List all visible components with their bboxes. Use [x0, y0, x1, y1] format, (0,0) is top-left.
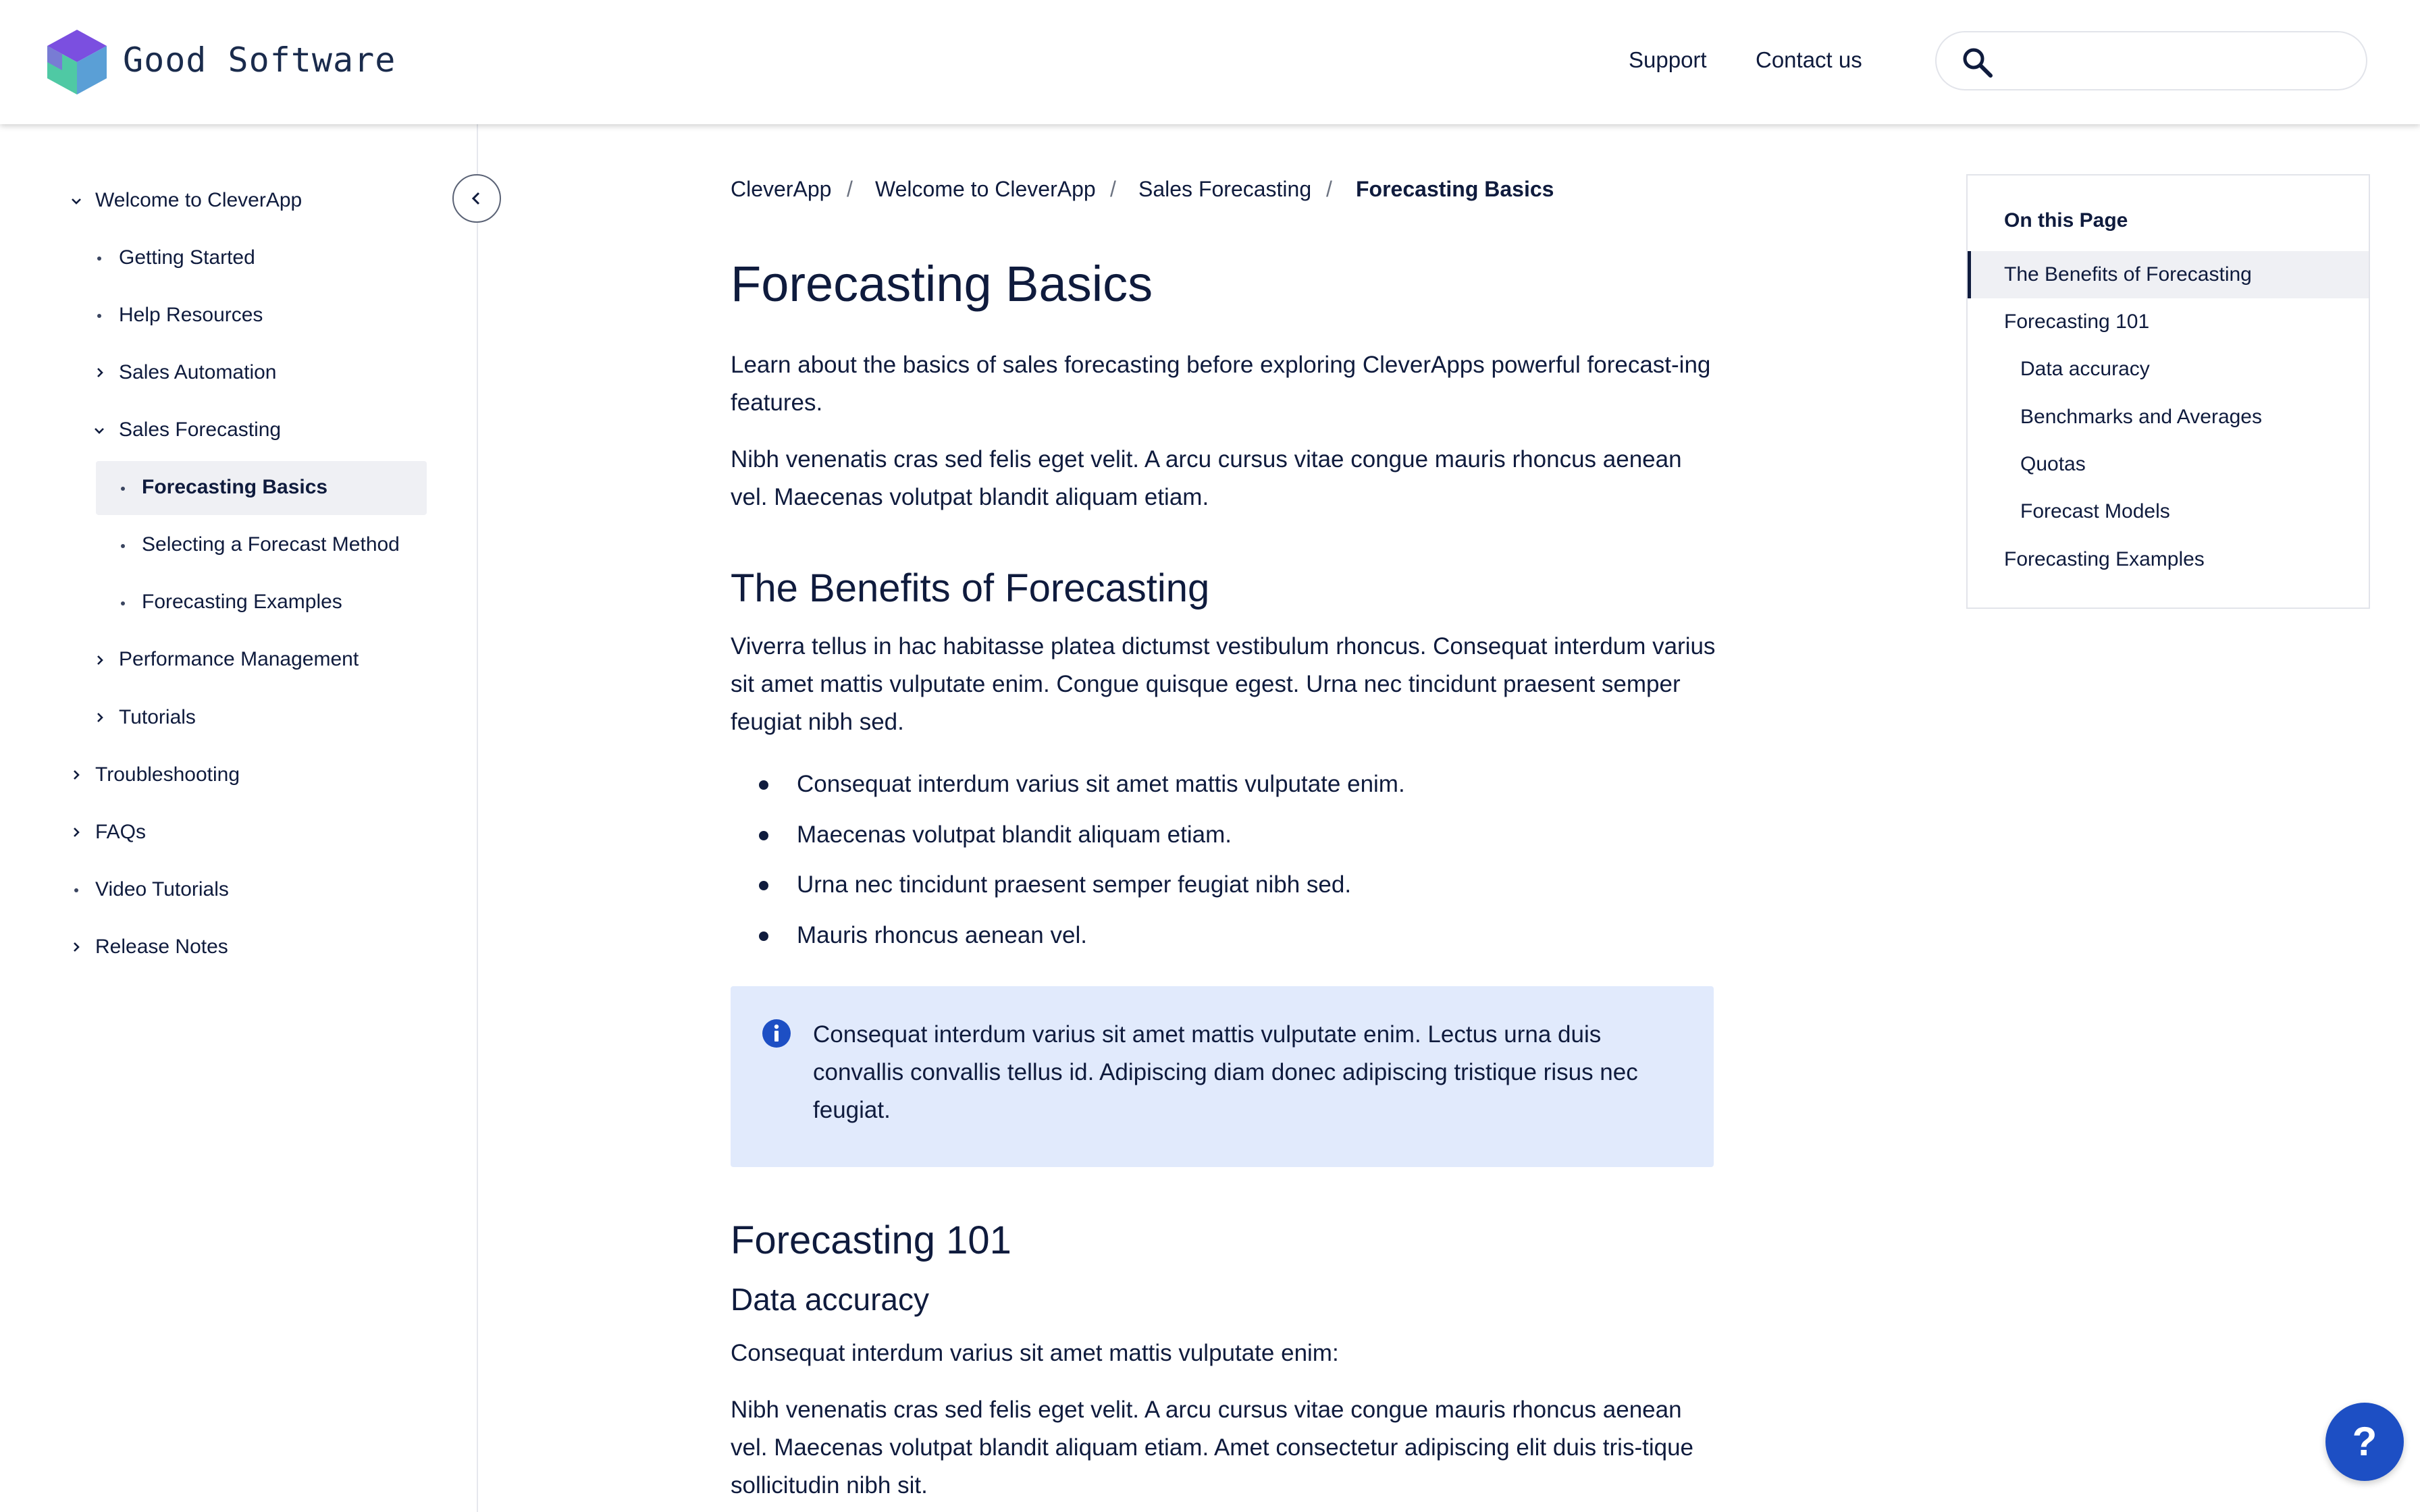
breadcrumb-separator: / — [1110, 177, 1116, 201]
breadcrumb-separator: / — [1326, 177, 1332, 201]
sidebar-item-performance-management[interactable]: Performance Management — [119, 648, 359, 670]
list-bullet — [759, 780, 768, 790]
list-item: Urna nec tincidunt praesent semper feugiat nibh sed. — [797, 871, 1352, 898]
bullet-icon — [121, 544, 125, 548]
info-callout — [731, 986, 1714, 1167]
list-bullet — [759, 881, 768, 890]
bullet-icon — [74, 888, 78, 892]
breadcrumb-separator: / — [847, 177, 853, 201]
top-header — [0, 0, 2420, 124]
sidebar-item-selecting-forecast-method[interactable]: Selecting a Forecast Method — [142, 533, 400, 556]
sidebar-item-sales-automation[interactable]: Sales Automation — [119, 361, 277, 383]
chevron-right-icon[interactable] — [69, 825, 84, 840]
section-heading-benefits: The Benefits of Forecasting — [731, 566, 1210, 610]
logo-icon[interactable] — [47, 30, 107, 94]
accuracy-paragraph-2: Nibh venenatis cras sed felis eget velit. A arcu cursus vitae congue mauris rhoncus aenean vel. Maecenas volutpat blandit aliquam etiam. Amet consectetur adipiscing elit duis tris-tique sollicitudin nibh sit. — [731, 1397, 1694, 1498]
sidebar-item-forecasting-basics[interactable]: Forecasting Basics — [142, 476, 328, 498]
sidebar-item-troubleshooting[interactable]: Troubleshooting — [95, 763, 240, 786]
page-title: Forecasting Basics — [731, 256, 1153, 312]
list-item: Consequat interdum varius sit amet mattis vulputate enim. — [797, 771, 1405, 797]
chevron-right-icon[interactable] — [93, 710, 107, 725]
info-icon — [762, 1019, 791, 1048]
sidebar-item-help-resources[interactable]: Help Resources — [119, 304, 263, 326]
sidebar-item-faqs[interactable]: FAQs — [95, 821, 147, 843]
section-heading-forecasting-101: Forecasting 101 — [731, 1218, 1011, 1262]
contact-us-link[interactable]: Contact us — [1756, 47, 1862, 72]
bullet-icon — [121, 601, 125, 605]
breadcrumb-current: Forecasting Basics — [1356, 177, 1554, 201]
sidebar-item-release-notes[interactable]: Release Notes — [95, 936, 228, 958]
chevron-left-icon — [468, 190, 485, 207]
body-paragraph: Nibh venenatis cras sed felis eget velit. A arcu cursus vitae congue mauris rhoncus aenean vel. Maecenas volutpat blandit aliquam etiam. — [731, 446, 1682, 510]
on-this-page-toc — [1966, 174, 2370, 609]
list-item: Maecenas volutpat blandit aliquam etiam. — [797, 821, 1232, 848]
chevron-right-icon[interactable] — [93, 653, 107, 668]
sidebar-item-getting-started[interactable]: Getting Started — [119, 246, 255, 269]
toc-item-forecasting-examples[interactable]: Forecasting Examples — [2004, 548, 2205, 570]
toc-item-benefits[interactable]: The Benefits of Forecasting — [2004, 263, 2252, 286]
search-input[interactable] — [1935, 31, 2367, 90]
chevron-down-icon[interactable] — [69, 194, 84, 209]
toc-title: On this Page — [2004, 209, 2128, 232]
list-item: Mauris rhoncus aenean vel. — [797, 922, 1087, 948]
chevron-right-icon[interactable] — [69, 767, 84, 782]
intro-paragraph: Learn about the basics of sales forecasting before exploring CleverApps powerful forecast-ing features. — [731, 352, 1711, 416]
breadcrumb-item[interactable]: Sales Forecasting — [1138, 177, 1312, 201]
chevron-right-icon[interactable] — [93, 365, 107, 380]
chevron-down-icon[interactable] — [92, 423, 107, 438]
list-bullet — [759, 932, 768, 941]
toc-item-forecast-models[interactable]: Forecast Models — [2020, 500, 2170, 522]
toc-item-data-accuracy[interactable]: Data accuracy — [2020, 358, 2150, 380]
list-bullet — [759, 831, 768, 840]
bullet-icon — [97, 314, 101, 318]
collapse-sidebar-button[interactable] — [452, 174, 501, 223]
toc-item-quotas[interactable]: Quotas — [2020, 453, 2086, 475]
breadcrumb-item[interactable]: Welcome to CleverApp — [875, 177, 1096, 201]
accuracy-paragraph: Consequat interdum varius sit amet mattis vulputate enim: — [731, 1340, 1339, 1366]
chevron-right-icon[interactable] — [69, 940, 84, 954]
sidebar-item-forecasting-examples[interactable]: Forecasting Examples — [142, 591, 342, 613]
bullet-icon — [121, 487, 125, 491]
help-icon: ? — [2352, 1419, 2377, 1464]
help-button[interactable] — [2325, 1403, 2404, 1481]
sidebar-item-video-tutorials[interactable]: Video Tutorials — [95, 878, 229, 900]
sidebar-item-welcome[interactable]: Welcome to CleverApp — [95, 189, 302, 211]
sidebar-item-tutorials[interactable]: Tutorials — [119, 706, 196, 728]
toc-item-benchmarks[interactable]: Benchmarks and Averages — [2020, 406, 2262, 428]
breadcrumb-item[interactable]: CleverApp — [731, 177, 832, 201]
toc-item-forecasting-101[interactable]: Forecasting 101 — [2004, 310, 2150, 333]
sidebar-nav — [0, 124, 478, 1512]
sidebar-item-sales-forecasting[interactable]: Sales Forecasting — [119, 418, 282, 441]
brand-name[interactable]: Good Software — [123, 40, 396, 80]
callout-text: Consequat interdum varius sit amet mattis vulputate enim. Lectus urna duis convallis convallis tellus id. Adipiscing diam donec adipiscing tristique risus nec feugiat. — [813, 1021, 1638, 1123]
search-icon — [1961, 46, 1993, 78]
bullet-icon — [97, 256, 101, 261]
benefits-paragraph: Viverra tellus in hac habitasse platea dictumst vestibulum rhoncus. Consequat interdum varius sit amet mattis vulputate enim. Congue quisque egest. Urna nec tincidunt praesent semper feugiat nibh sed. — [731, 633, 1716, 735]
support-link[interactable]: Support — [1629, 47, 1707, 72]
subsection-heading-data-accuracy: Data accuracy — [731, 1282, 930, 1317]
